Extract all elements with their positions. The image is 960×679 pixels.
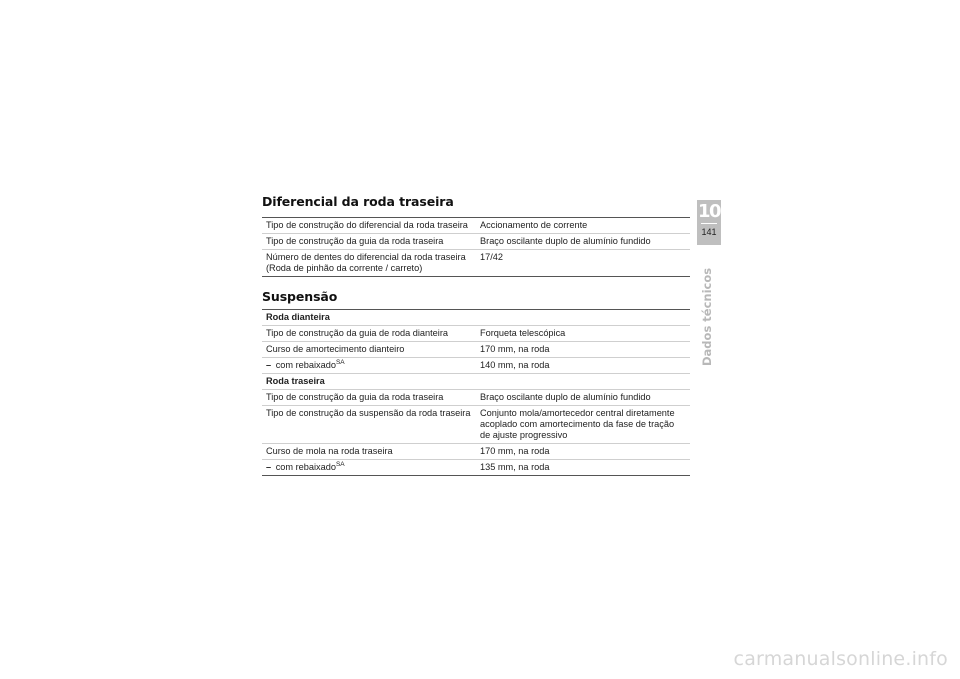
row-label: Curso de amortecimento dianteiro [262, 342, 476, 358]
rear-wheel-heading: Roda traseira [262, 374, 690, 390]
row-label: Tipo de construção do diferencial da roda traseira [262, 218, 476, 234]
front-wheel-heading: Roda dianteira [262, 310, 690, 326]
row-value: Forqueta telescópica [476, 326, 690, 342]
sa-superscript: SA [335, 359, 345, 366]
table-row-front-lowered [262, 358, 690, 374]
row-value: 170 mm, na roda [476, 444, 690, 460]
row-label: Tipo de construção da guia da roda traseira [262, 390, 476, 406]
section-title-differential: Diferencial da roda traseira [262, 194, 454, 209]
chapter-tab [697, 200, 721, 245]
page-content [262, 194, 690, 476]
row-label: Tipo de construção da guia da roda traseira [262, 234, 476, 250]
chapter-number: 10 [697, 201, 721, 222]
dash: – [266, 462, 272, 472]
page-number: 141 [701, 227, 717, 237]
table-row [262, 218, 690, 234]
lowered-label: com rebaixado [275, 462, 336, 472]
differential-table [262, 217, 690, 277]
row-value: Braço oscilante duplo de alumínio fundido [476, 390, 690, 406]
front-wheel-heading-row [262, 310, 690, 326]
row-value: Braço oscilante duplo de alumínio fundido [476, 234, 690, 250]
table-row [262, 250, 690, 277]
table-row [262, 390, 690, 406]
tab-divider [701, 223, 717, 224]
sa-superscript: SA [335, 461, 345, 468]
suspension-table [262, 309, 690, 476]
table-row [262, 444, 690, 460]
table-row [262, 234, 690, 250]
rear-wheel-heading-row [262, 374, 690, 390]
row-value: Accionamento de corrente [476, 218, 690, 234]
table-row [262, 326, 690, 342]
dash: – [266, 360, 272, 370]
row-label: Tipo de construção da guia de roda dianteira [262, 326, 476, 342]
table-row-rear-lowered [262, 460, 690, 476]
row-value: 170 mm, na roda [476, 342, 690, 358]
chapter-side-label: Dados técnicos [700, 267, 714, 366]
table-row [262, 406, 690, 444]
row-value: 17/42 [476, 250, 690, 277]
table-row [262, 342, 690, 358]
row-label: Curso de mola na roda traseira [262, 444, 476, 460]
row-value: 135 mm, na roda [476, 460, 690, 476]
lowered-label: com rebaixado [275, 360, 336, 370]
row-label: Número de dentes do diferencial da roda traseira (Roda de pinhão da corrente / carreto) [262, 250, 476, 277]
row-label [262, 460, 476, 476]
watermark: carmanualsonline.info [733, 648, 948, 670]
row-value: 140 mm, na roda [476, 358, 690, 374]
row-value: Conjunto mola/amortecedor central diretamente acoplado com amortecimento da fase de tração de ajuste progressivo [476, 406, 690, 444]
row-label: Tipo de construção da suspensão da roda traseira [262, 406, 476, 444]
section-title-suspension: Suspensão [262, 289, 338, 304]
row-label [262, 358, 476, 374]
